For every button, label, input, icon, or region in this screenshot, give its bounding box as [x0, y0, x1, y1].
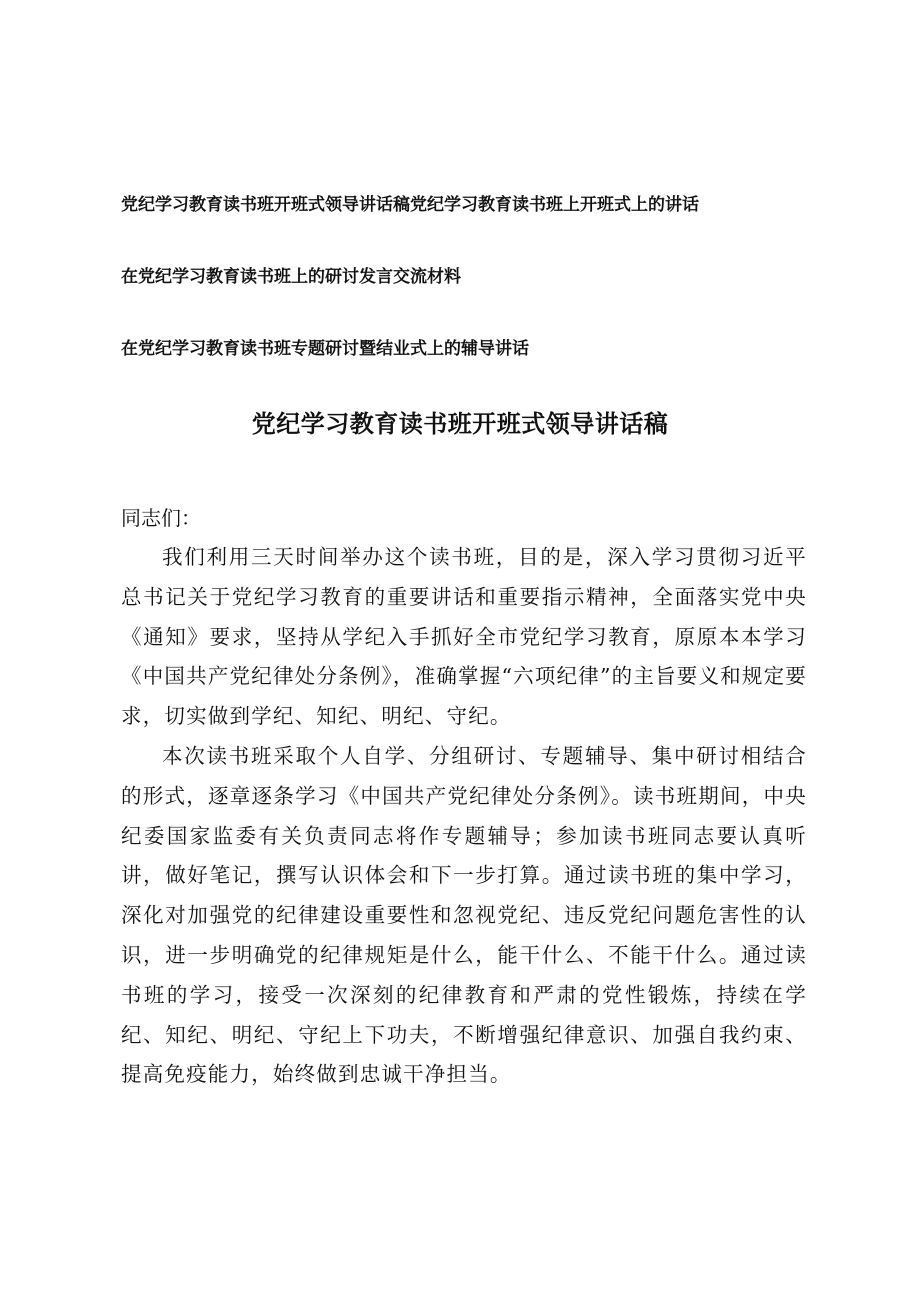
document-title: 党纪学习教育读书班开班式领导讲话稿 — [251, 410, 669, 438]
table-of-contents — [121, 190, 821, 364]
toc-item: 在党纪学习教育读书班专题研讨暨结业式上的辅导讲话 — [121, 339, 529, 359]
body-paragraph: 本次读书班采取个人自学、分组研讨、专题辅导、集中研讨相结合的形式，逐章逐条学习《中国共产党纪律处分条例》。读书班期间，中央纪委国家监委有关负责同志将作专题辅导；参加读书班同志要认真听讲，做好笔记，撰写认识体会和下一步打算。通过读书班的集中学习，深化对加强党的纪律建设重要性和忽视党纪、违反党纪问题危害性的认识，进一步明确党的纪律规矩是什么，能干什么、不能干什么。通过读书班的学习，接受一次深刻的纪律教育和严肃的党性锻炼，持续在学纪、知纪、明纪、守纪上下功夫，不断增强纪律意识、加强自我约束、提高免疫能力，始终做到忠诚干净担当。 — [121, 743, 807, 1087]
body-paragraph: 我们利用三天时间举办这个读书班，目的是，深入学习贯彻习近平总书记关于党纪学习教育的重要讲话和重要指示精神，全面落实党中央《通知》要求，坚持从学纪入手抓好全市党纪学习教育，原原本本学习《中国共产党纪律处分条例》，准确掌握“六项纪律”的主旨要义和规定要求，切实做到学纪、知纪、明纪、守纪。 — [121, 545, 807, 729]
toc-item: 在党纪学习教育读书班上的研讨发言交流材料 — [121, 267, 461, 287]
salutation: 同志们： — [121, 506, 201, 530]
document-body — [121, 538, 807, 1095]
toc-item: 党纪学习教育读书班开班式领导讲话稿党纪学习教育读书班上开班式上的讲话 — [121, 195, 699, 215]
